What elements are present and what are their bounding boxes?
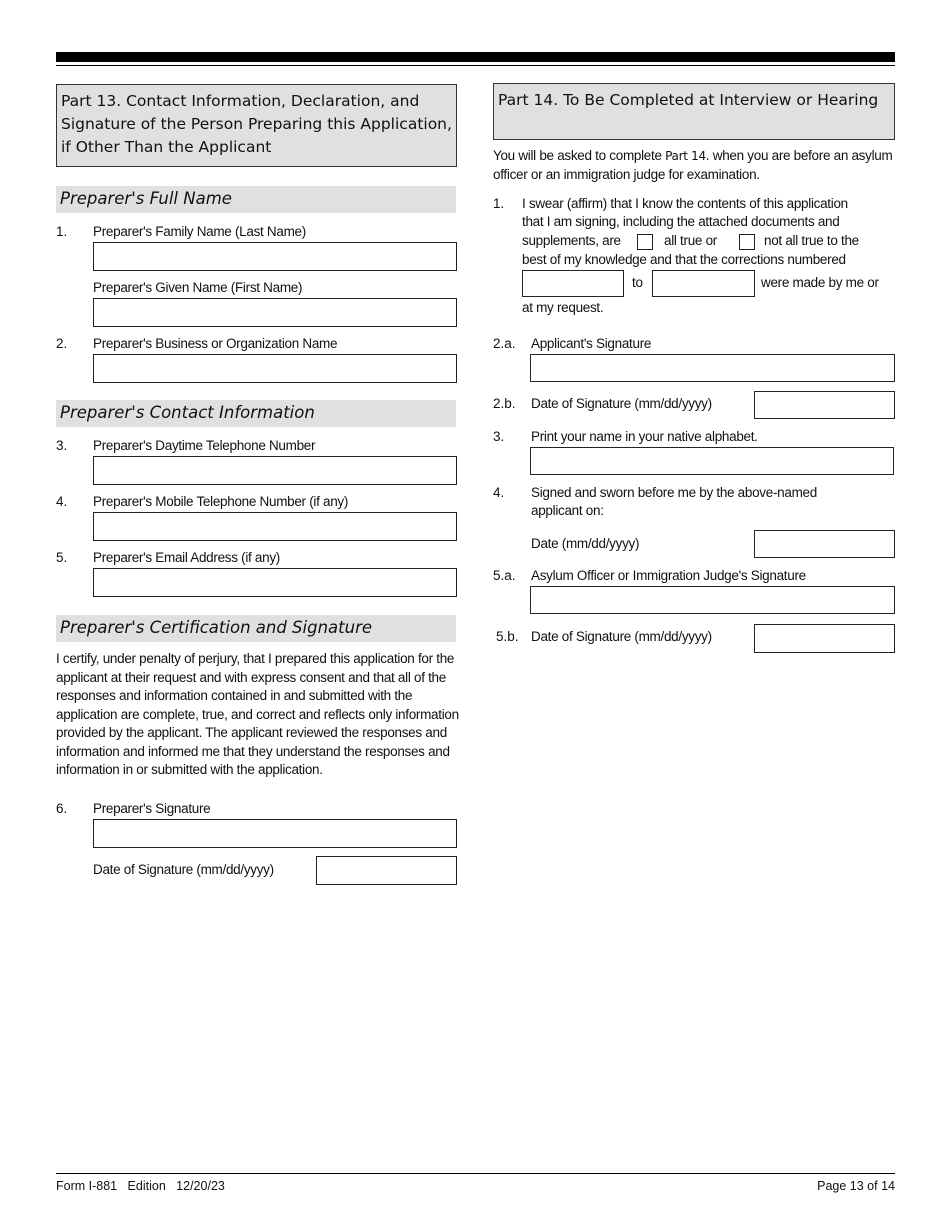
p14-q2b-label: Date of Signature (mm/dd/yyyy) [531,396,712,411]
q3-number: 3. [56,438,68,453]
given-name-field[interactable] [93,298,457,327]
q4-label: Preparer's Mobile Telephone Number (if any) [93,494,349,509]
certification-header: Preparer's Certification and Signature [56,615,456,642]
p14-q1-line2: that I am signing, including the attached documents and [522,214,840,229]
q2-label: Preparer's Business or Organization Name [93,336,338,351]
p14-q4-line1: Signed and sworn before me by the above-named [531,485,817,500]
p14-q5a-label: Asylum Officer or Immigration Judge's Signature [531,568,806,583]
corrections-to-field[interactable] [652,270,755,297]
q4-number: 4. [56,494,68,509]
q3-label: Preparer's Daytime Telephone Number [93,438,316,453]
p14-q2a-number: 2.a. [493,336,516,351]
mobile-phone-field[interactable] [93,512,457,541]
applicant-signature-field[interactable] [530,354,895,382]
p14-q4-line2: applicant on: [531,503,604,518]
q5-number: 5. [56,550,68,565]
native-alphabet-name-field[interactable] [530,447,894,475]
p14-q3-label: Print your name in your native alphabet. [531,429,758,444]
top-rule-thin [56,65,895,66]
full-name-header: Preparer's Full Name [56,186,456,213]
part14-title: Part 14. To Be Completed at Interview or Hearing [493,83,895,140]
sworn-date-field[interactable] [754,530,895,558]
p14-q5a-number: 5.a. [493,568,516,583]
p14-q1-last: at my request. [522,300,604,315]
officer-signature-field[interactable] [530,586,895,614]
p14-q2b-number: 2.b. [493,396,516,411]
business-name-field[interactable] [93,354,457,383]
p14-q1-line4: best of my knowledge and that the corrections numbered [522,252,846,267]
p14-q5b-number: 5.b. [496,629,519,644]
q6-number: 6. [56,801,68,816]
not-all-true-checkbox[interactable] [739,234,755,250]
q2-number: 2. [56,336,68,351]
p14-q2a-label: Applicant's Signature [531,336,652,351]
p14-q1-number: 1. [493,196,505,211]
p14-q4-date-label: Date (mm/dd/yyyy) [531,536,640,551]
p14-q3-number: 3. [493,429,505,444]
certification-text: I certify, under penalty of perjury, that I prepared this application for the applicant at their request and with express consent and that all of the responses and information contained in and submitted with the application are complete, true, and correct and reflects only information provided by the applicant. The applicant reviewed the responses and information and informed me that they understand the responses and information in or submitted with the application. [56,651,459,777]
top-rule-thick [56,52,895,62]
page-number: Page 13 of 14 [817,1179,895,1193]
given-name-label: Preparer's Given Name (First Name) [93,280,303,295]
corrections-to-label: to [632,275,643,290]
q5-label: Preparer's Email Address (if any) [93,550,280,565]
p14-q1-line3: supplements, are [522,233,621,248]
part14-intro: You will be asked to complete Part 14. when you are before an asylum officer or an immigration judge for examination. [493,148,893,182]
p14-q4-number: 4. [493,485,505,500]
email-field[interactable] [93,568,457,597]
p14-q1-made-by: were made by me or [761,275,879,290]
q6-label: Preparer's Signature [93,801,211,816]
all-true-checkbox[interactable] [637,234,653,250]
corrections-from-field[interactable] [522,270,624,297]
q1-number: 1. [56,224,68,239]
preparer-date-field[interactable] [316,856,457,885]
family-name-field[interactable] [93,242,457,271]
not-all-true-label: not all true to the [764,233,859,248]
daytime-phone-field[interactable] [93,456,457,485]
officer-date-field[interactable] [754,624,895,653]
contact-header: Preparer's Contact Information [56,400,456,427]
footer-rule [56,1173,895,1174]
form-edition: Form I-881 Edition 12/20/23 [56,1179,225,1193]
q1-label: Preparer's Family Name (Last Name) [93,224,306,239]
p14-q5b-label: Date of Signature (mm/dd/yyyy) [531,629,712,644]
all-true-label: all true or [664,233,717,248]
preparer-signature-field[interactable] [93,819,457,848]
applicant-date-field[interactable] [754,391,895,419]
q6-date-label: Date of Signature (mm/dd/yyyy) [93,862,274,877]
part13-title: Part 13. Contact Information, Declaration, and Signature of the Person Preparing this Application, if Other Than the Applicant [56,84,457,167]
p14-q1-line1: I swear (affirm) that I know the contents of this application [522,196,848,211]
